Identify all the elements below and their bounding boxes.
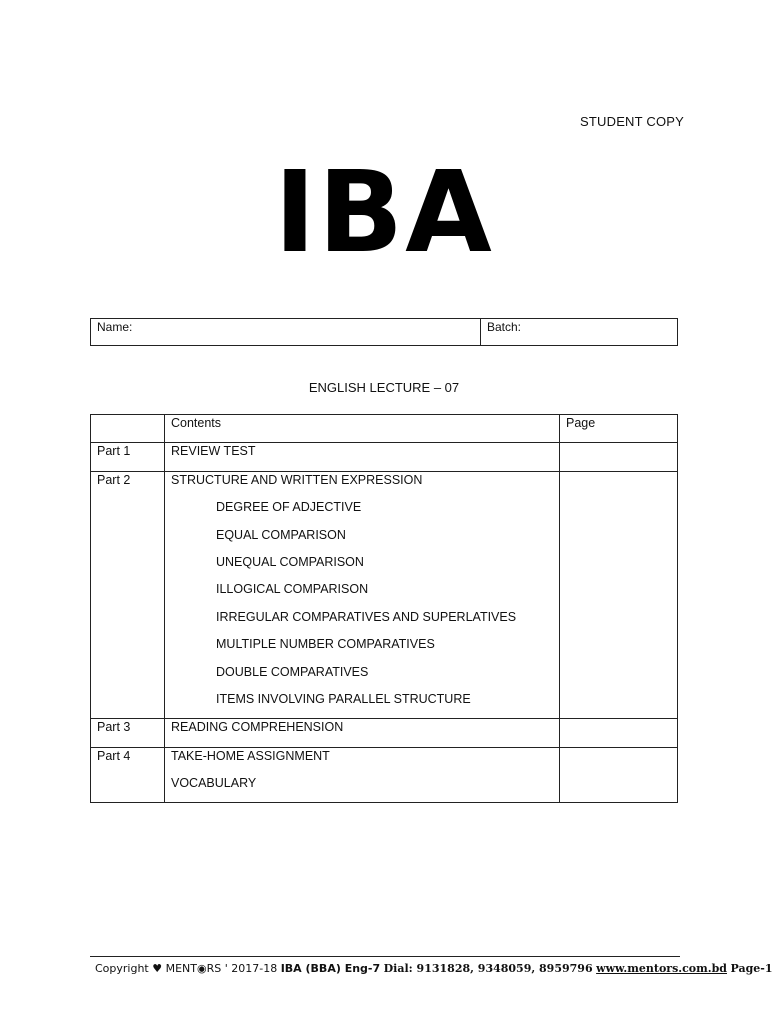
footer-website-link[interactable]: www.mentors.com.bd [596, 962, 727, 975]
part-label: Part 3 [97, 720, 131, 735]
content-item: TAKE-HOME ASSIGNMENT [171, 748, 330, 763]
name-label: Name: [97, 320, 133, 334]
contents-table [90, 414, 678, 803]
content-sub-item: IRREGULAR COMPARATIVES AND SUPERLATIVES [216, 609, 517, 624]
table-row [91, 471, 678, 719]
name-field[interactable] [91, 319, 481, 345]
content-sub-item: MULTIPLE NUMBER COMPARATIVES [216, 637, 435, 652]
page-cell [560, 719, 678, 747]
content-sub-item: DOUBLE COMPARATIVES [216, 664, 369, 679]
student-copy-label: STUDENT COPY [580, 114, 685, 129]
header-part-cell [91, 415, 165, 443]
table-row [91, 443, 678, 471]
footer [95, 962, 773, 975]
content-item: STRUCTURE AND WRITTEN EXPRESSION [171, 472, 423, 487]
content-sub-item: ILLOGICAL COMPARISON [216, 582, 369, 597]
table-row [91, 747, 678, 803]
footer-divider [90, 956, 680, 957]
part-label: Part 2 [97, 472, 131, 487]
content-sub-item: DEGREE OF ADJECTIVE [216, 500, 362, 515]
header-contents-cell: Contents [165, 415, 560, 443]
page-cell [560, 471, 678, 719]
document-title: IBA [274, 148, 494, 278]
content-sub-item: UNEQUAL COMPARISON [216, 554, 364, 569]
content-sub-item: ITEMS INVOLVING PARALLEL STRUCTURE [216, 691, 471, 706]
content-item: READING COMPREHENSION [171, 720, 344, 735]
footer-copyright: Copyright ♥ MENT◉RS ' 2017-18 [95, 962, 278, 975]
part-label: Part 1 [97, 444, 131, 459]
header-page-cell: Page [560, 415, 678, 443]
name-batch-box [90, 318, 678, 346]
footer-page-number: Page-1 [730, 962, 773, 975]
batch-field[interactable] [481, 319, 677, 345]
page-cell [560, 443, 678, 471]
lecture-heading: ENGLISH LECTURE – 07 [308, 380, 460, 395]
content-item: VOCABULARY [171, 776, 257, 791]
page-cell [560, 747, 678, 803]
table-header-row [91, 415, 678, 443]
footer-course: IBA (BBA) Eng-7 [280, 962, 381, 975]
content-item: REVIEW TEST [171, 444, 256, 459]
table-row [91, 719, 678, 747]
footer-dial: Dial: 9131828, 9348059, 8959796 [383, 962, 593, 975]
part-label: Part 4 [97, 748, 131, 763]
batch-label: Batch: [487, 320, 522, 334]
content-sub-item: EQUAL COMPARISON [216, 527, 346, 542]
